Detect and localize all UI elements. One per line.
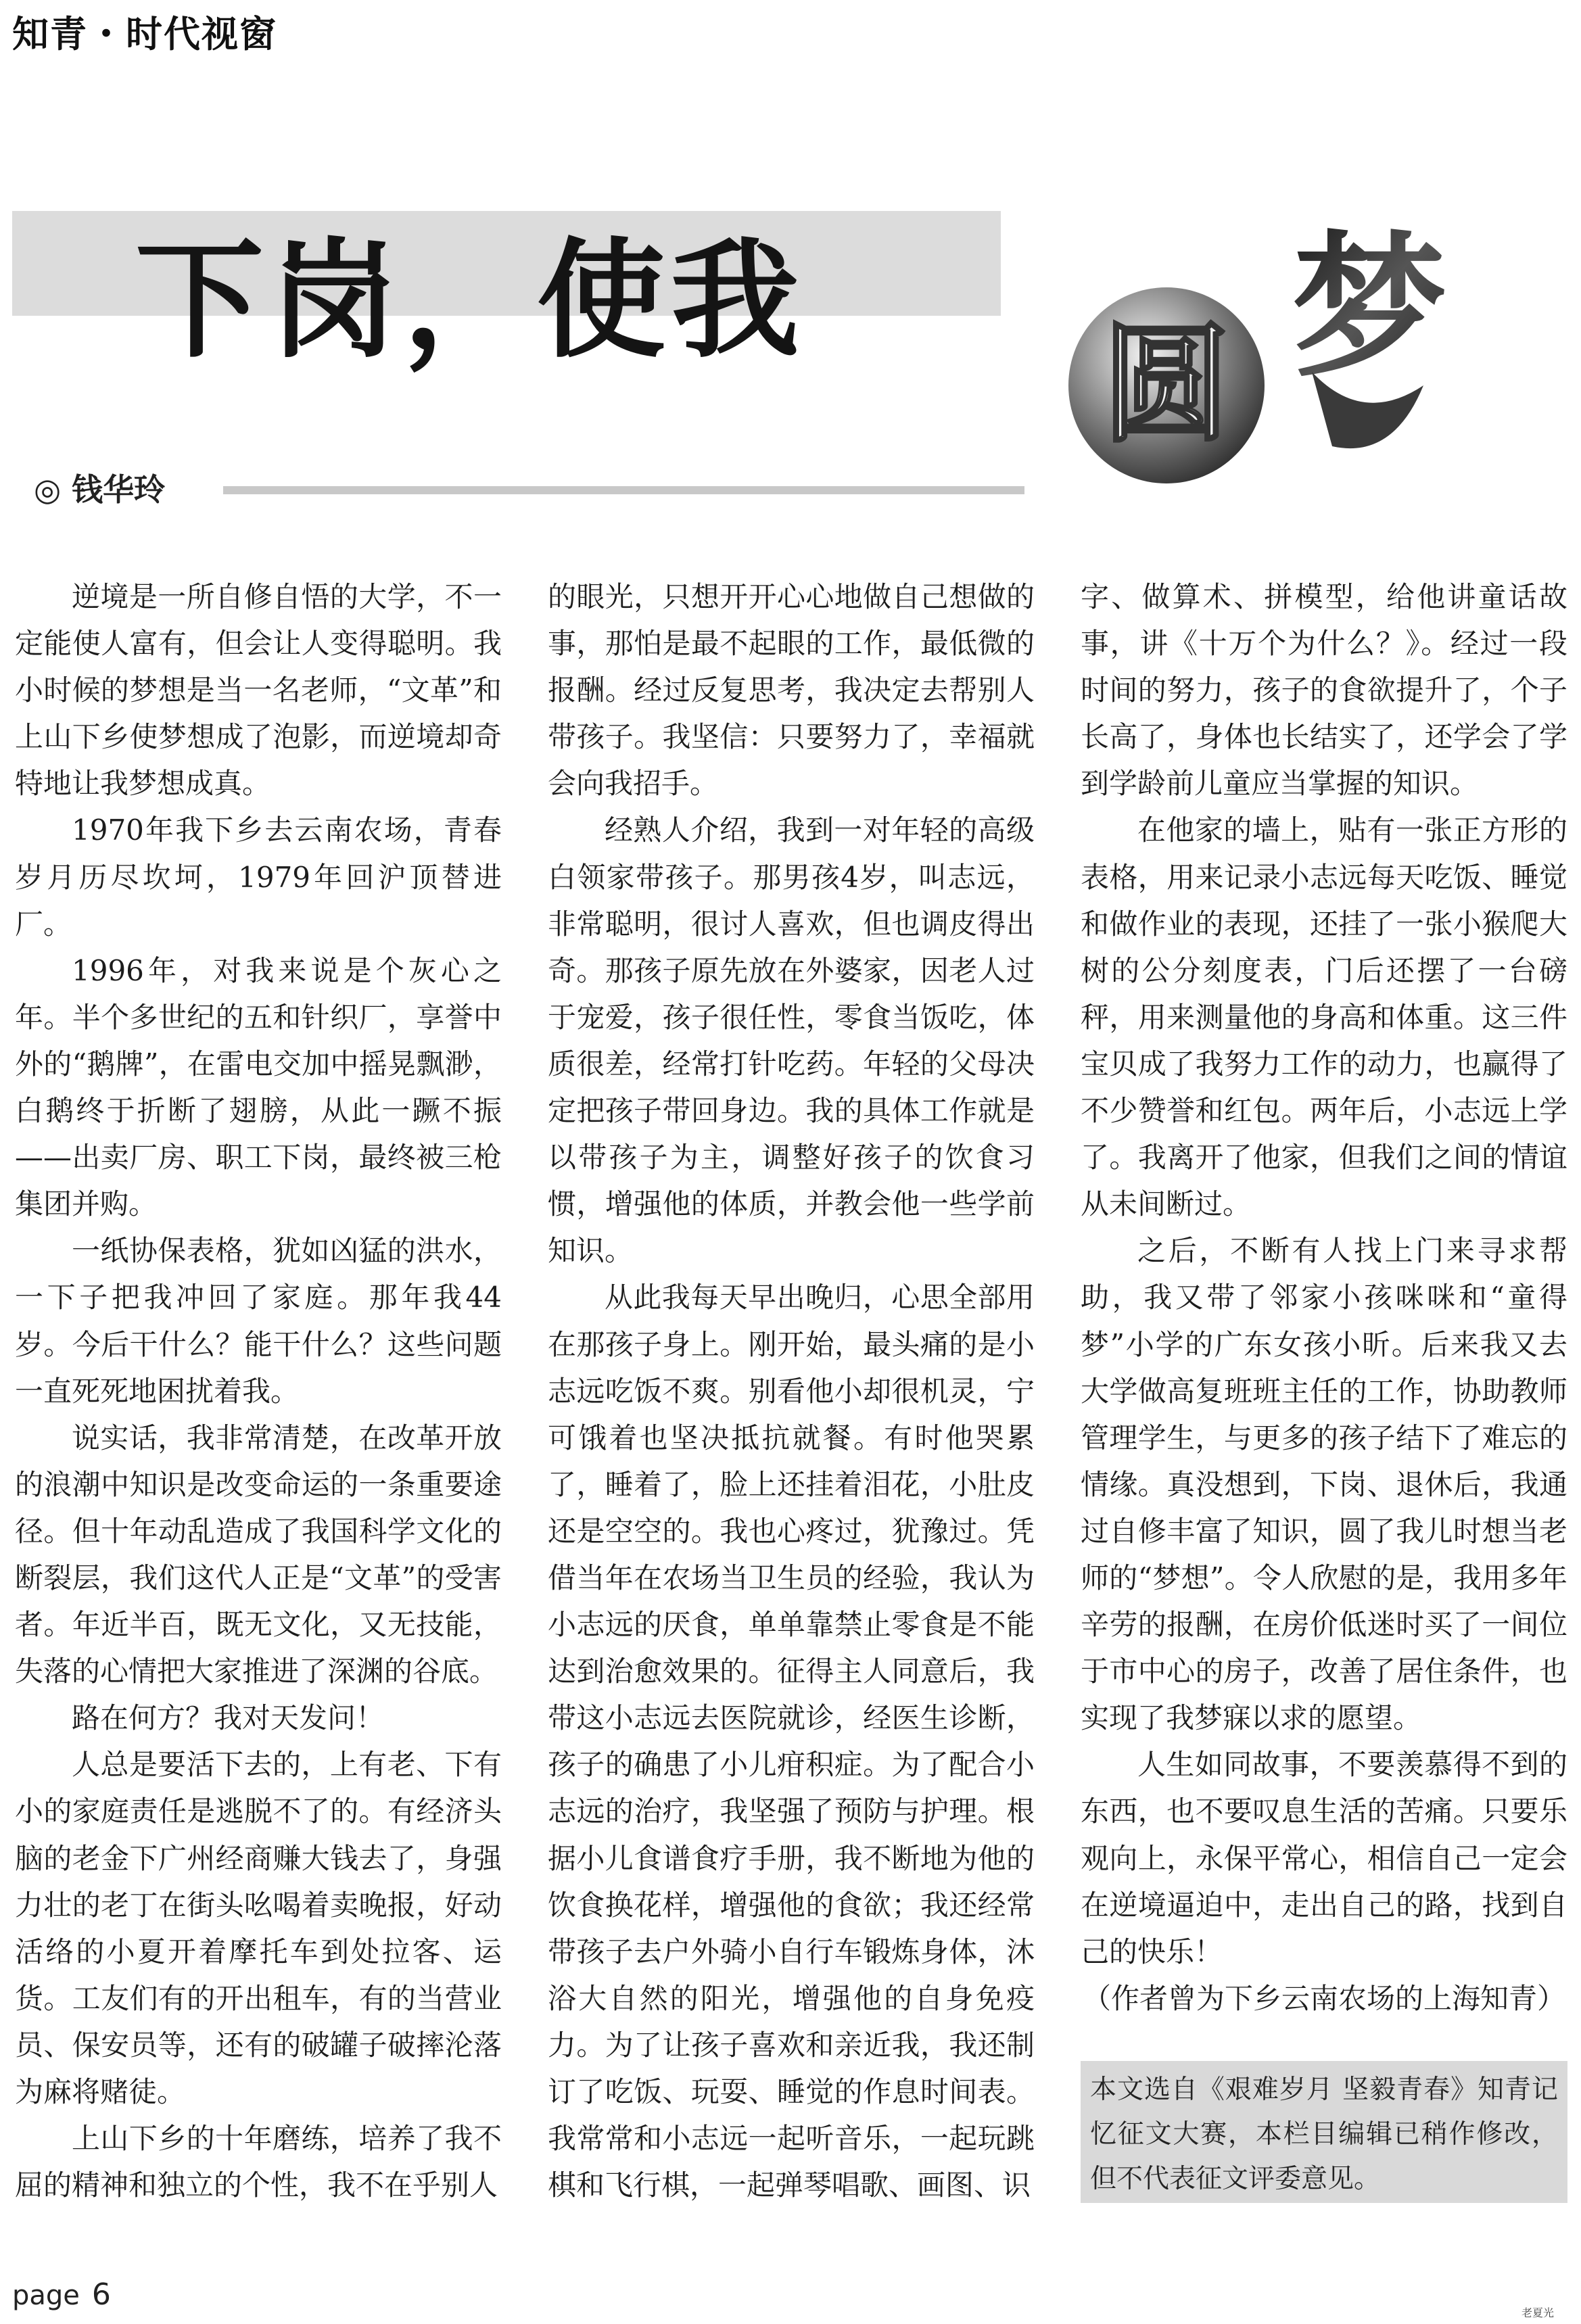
dream-logo <box>1045 203 1505 490</box>
logo-meng-glyph: 梦 <box>1291 218 1448 399</box>
paragraph: 人生如同故事，不要羡慕得不到的东西，也不要叹息生活的苦痛。只要乐观向上，永保平常心，相信自己一定会在逆境逼迫中，走出自己的路，找到自己的快乐！ <box>1081 1748 1567 1968</box>
paragraph: 之后，不断有人找上门来寻求帮助，我又带了邻家小孩咪咪和“童得梦”小学的广东女孩小昕。后来我又去大学做高复班班主任的工作，协助教师管理学生，与更多的孩子结下了难忘的情缘。真没想到，下岗、退休后，我通过自修丰富了知识，圆了我儿时想当老师的“梦想”。令人欣慰的是，我用多年辛劳的报酬，在房价低迷时买了一间位于市中心的房子，改善了居住条件，也实现了我梦寐以求的愿望。 <box>1081 1234 1567 1735</box>
paragraph: 1970年我下乡去云南农场，青春岁月历尽坎坷，1979年回沪顶替进厂。 <box>15 813 502 941</box>
section-header: 知青・时代视窗 <box>12 12 277 55</box>
paragraph: 1996年，对我来说是个灰心之年。半个多世纪的五和针织厂，享誉中外的“鹅牌”，在雷电交加中摇晃飘渺，白鹅终于折断了翅膀，从此一蹶不振——出卖厂房、职工下岗，最终被三枪集团并购。 <box>15 953 502 1221</box>
logo-yuan-glyph: 圆 <box>1102 310 1231 460</box>
paragraph: 上山下乡的十年磨练，培养了我不屈的精神和独立的个性，我不在乎别人 <box>15 2122 502 2202</box>
paragraph: 逆境是一所自修自悟的大学，不一定能使人富有，但会让人变得聪明。我小时候的梦想是当一名老师，“文革”和上山下乡使梦想成了泡影，而逆境却奇特地让我梦想成真。 <box>15 580 502 801</box>
paragraph: （作者曾为下乡云南农场的上海知青） <box>1082 1981 1565 2015</box>
page-number: 6 <box>91 2277 111 2312</box>
corner-mark: 老夏光 <box>1521 2306 1554 2319</box>
paragraph: 人总是要活下去的，上有老、下有小的家庭责任是逃脱不了的。有经济头脑的老金下广州经商赚大钱去了，身强力壮的老丁在街头吆喝着卖晚报，好动活络的小夏开着摩托车到处拉客、运货。工友们有的开出租车，有的当营业员、保安员等，还有的破罐子破摔沦落为麻将赌徒。 <box>15 1748 502 2108</box>
paragraph: 的眼光，只想开开心心地做自己想做的事，那怕是最不起眼的工作，最低微的报酬。经过反复思考，我决定去帮别人带孩子。我坚信：只要努力了，幸福就会向我招手。 <box>548 580 1035 801</box>
paragraph: 从此我每天早出晚归，心思全部用在那孩子身上。刚开始，最头痛的是小志远吃饭不爽。别看他小却很机灵，宁可饿着也坚决抵抗就餐。有时他哭累了，睡着了，脸上还挂着泪花，小肚皮还是空空的。我也心疼过，犹豫过。凭借当年在农场当卫生员的经验，我认为小志远的厌食，单单靠禁止零食是不能达到治愈效果的。征得主人同意后，我带这小志远去医院就诊，经医生诊断，孩子的确患了小儿疳积症。为了配合小志远的治疗，我坚强了预防与护理。根据小儿食谱食疗手册，我不断地为他的饮食换花样，增强他的食欲；我还经常带孩子去户外骑小自行车锻炼身体，沐浴大自然的阳光，增强他的自身免疫力。为了让孩子喜欢和亲近我，我还制订了吃饭、玩耍、睡觉的作息时间表。我常常和小志远一起听音乐，一起玩跳棋和飞行棋，一起弹琴唱歌、画图、识 <box>548 1281 1035 2202</box>
author-byline: ◎ 钱华玲 <box>34 471 166 508</box>
paragraph: 字、做算术、拼模型，给他讲童话故事，讲《十万个为什么？》。经过一段时间的努力，孩子的食欲提升了，个子长高了，身体也长结实了，还学会了学到学龄前儿童应当掌握的知识。 <box>1081 580 1567 801</box>
article-title: 下岗，使我 <box>135 226 805 375</box>
paragraph: 说实话，我非常清楚，在改革开放的浪潮中知识是改变命运的一条重要途径。但十年动乱造成了我国科学文化的断裂层，我们这代人正是“文革”的受害者。年近半百，既无文化，又无技能，失落的心情把大家推进了深渊的谷底。 <box>15 1421 502 1688</box>
paragraph: 经熟人介绍，我到一对年轻的高级白领家带孩子。那男孩4岁，叫志远，非常聪明，很讨人喜欢，但也调皮得出奇。那孩子原先放在外婆家，因老人过于宠爱，孩子很任性，零食当饭吃，体质很差，经常打针吃药。年轻的父母决定把孩子带回身边。我的具体工作就是以带孩子为主，调整好孩子的饮食习惯，增强他的体质，并教会他一些学前知识。 <box>548 813 1035 1268</box>
byline-rule <box>223 486 1024 494</box>
editor-note: 本文选自《艰难岁月 坚毅青春》知青记忆征文大赛，本栏目编辑已稍作修改，但不代表征文评委意见。 <box>1081 2061 1567 2203</box>
paragraph: 一纸协保表格，犹如凶猛的洪水，一下子把我冲回了家庭。那年我44岁。今后干什么？能干什么？这些问题一直死死地困扰着我。 <box>15 1234 502 1408</box>
article-column-3 <box>1081 573 1567 2022</box>
paragraph: 路在何方？我对天发问！ <box>72 1701 385 1735</box>
article-column-2 <box>548 573 1035 2208</box>
page-label <box>12 2277 111 2312</box>
article-column-1 <box>15 573 502 2208</box>
page-word: page <box>12 2280 80 2311</box>
paragraph: 在他家的墙上，贴有一张正方形的表格，用来记录小志远每天吃饭、睡觉和做作业的表现，还挂了一张小猴爬大树的公分刻度表，门后还摆了一台磅秤，用来测量他的身高和体重。这三件宝贝成了我努力工作的动力，也赢得了不少赞誉和红包。两年后，小志远上学了。我离开了他家，但我们之间的情谊从未间断过。 <box>1081 813 1567 1221</box>
